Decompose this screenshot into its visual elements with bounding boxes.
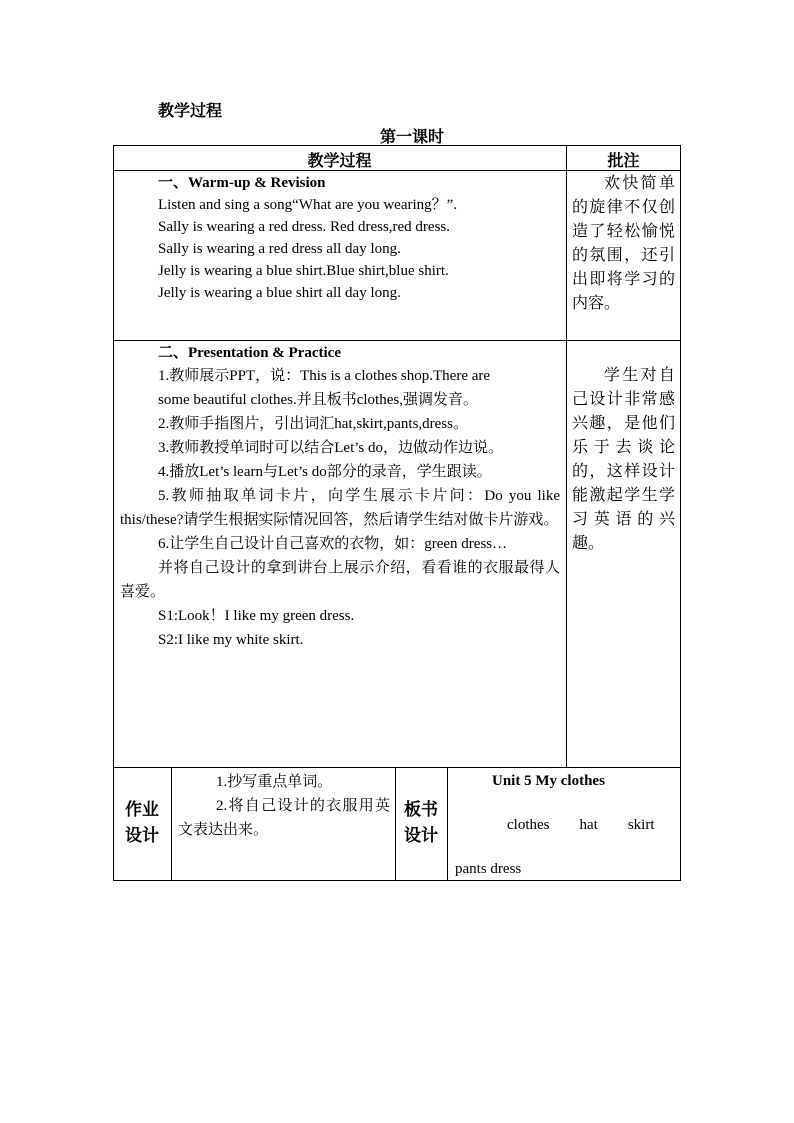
- warmup-heading: 一、Warm-up & Revision: [158, 175, 326, 191]
- warmup-line: Jelly is wearing a blue shirt.Blue shirt,blue shirt.: [158, 263, 449, 279]
- column-header-process: 教学过程: [307, 153, 372, 170]
- board-label-divider: [447, 767, 448, 881]
- presentation-step: 并将自己设计的拿到讲台上展示介绍，看看谁的衣服最得人喜爱。: [120, 560, 560, 600]
- presentation-section: [120, 342, 560, 652]
- warmup-line: Sally is wearing a red dress. Red dress,red dress.: [158, 219, 451, 235]
- warmup-line: Sally is wearing a red dress all day long.: [158, 241, 401, 257]
- warmup-line: Listen and sing a song“What are you wearing？”.: [158, 197, 458, 213]
- presentation-step: 5.教师抽取单词卡片，向学生展示卡片问：Do you like this/these?请学生根据实际情况回答，然后请学生结对做卡片游戏。: [120, 488, 560, 528]
- presentation-note: 学生对自己设计非常感兴趣，是他们乐于去谈论的，这样设计能激起学生学习英语的兴趣。: [572, 367, 675, 552]
- dialog-line: S2:I like my white skirt.: [158, 632, 304, 648]
- presentation-row-divider: [113, 767, 681, 768]
- notes-divider: [566, 145, 567, 767]
- warmup-section: [158, 172, 558, 304]
- homework-item: 2.将自己设计的衣服用英文表达出来。: [178, 798, 390, 838]
- homework-label: 作业 设计: [125, 800, 159, 845]
- lesson-title: 第一课时: [380, 129, 445, 146]
- page-heading: 教学过程: [158, 103, 223, 120]
- warmup-note: 欢快简单的旋律不仅创造了轻松愉悦的氛围，还引出即将学习的内容。: [572, 175, 675, 312]
- dialog-line: S1:Look！I like my green dress.: [158, 608, 355, 624]
- board-words: clothes hat skirt: [507, 817, 655, 833]
- presentation-heading: 二、Presentation & Practice: [158, 345, 341, 361]
- presentation-step: 2.教师手指图片，引出词汇hat,skirt,pants,dress。: [158, 416, 468, 432]
- presentation-step: 4.播放Let’s learn与Let’s do部分的录音，学生跟读。: [158, 464, 492, 480]
- board-label: 板书 设计: [404, 800, 438, 845]
- presentation-step: some beautiful clothes.并且板书clothes,强调发音。: [158, 392, 478, 408]
- presentation-step: 6.让学生自己设计自己喜欢的衣物，如：green dress…: [158, 536, 508, 552]
- board-words: pants dress: [455, 861, 522, 877]
- board-title: Unit 5 My clothes: [492, 773, 605, 789]
- homework-label-divider: [171, 767, 172, 881]
- homework-content: [178, 770, 390, 842]
- presentation-step: 3.教师教授单词时可以结合Let’s do，边做动作边说。: [158, 440, 503, 456]
- column-header-notes: 批注: [607, 153, 640, 170]
- warmup-row-divider: [113, 340, 681, 341]
- board-content: [455, 770, 673, 880]
- warmup-line: Jelly is wearing a blue shirt all day long.: [158, 285, 401, 301]
- homework-item: 1.抄写重点单词。: [216, 774, 333, 790]
- presentation-step: 1.教师展示PPT，说：This is a clothes shop.There are: [158, 368, 491, 384]
